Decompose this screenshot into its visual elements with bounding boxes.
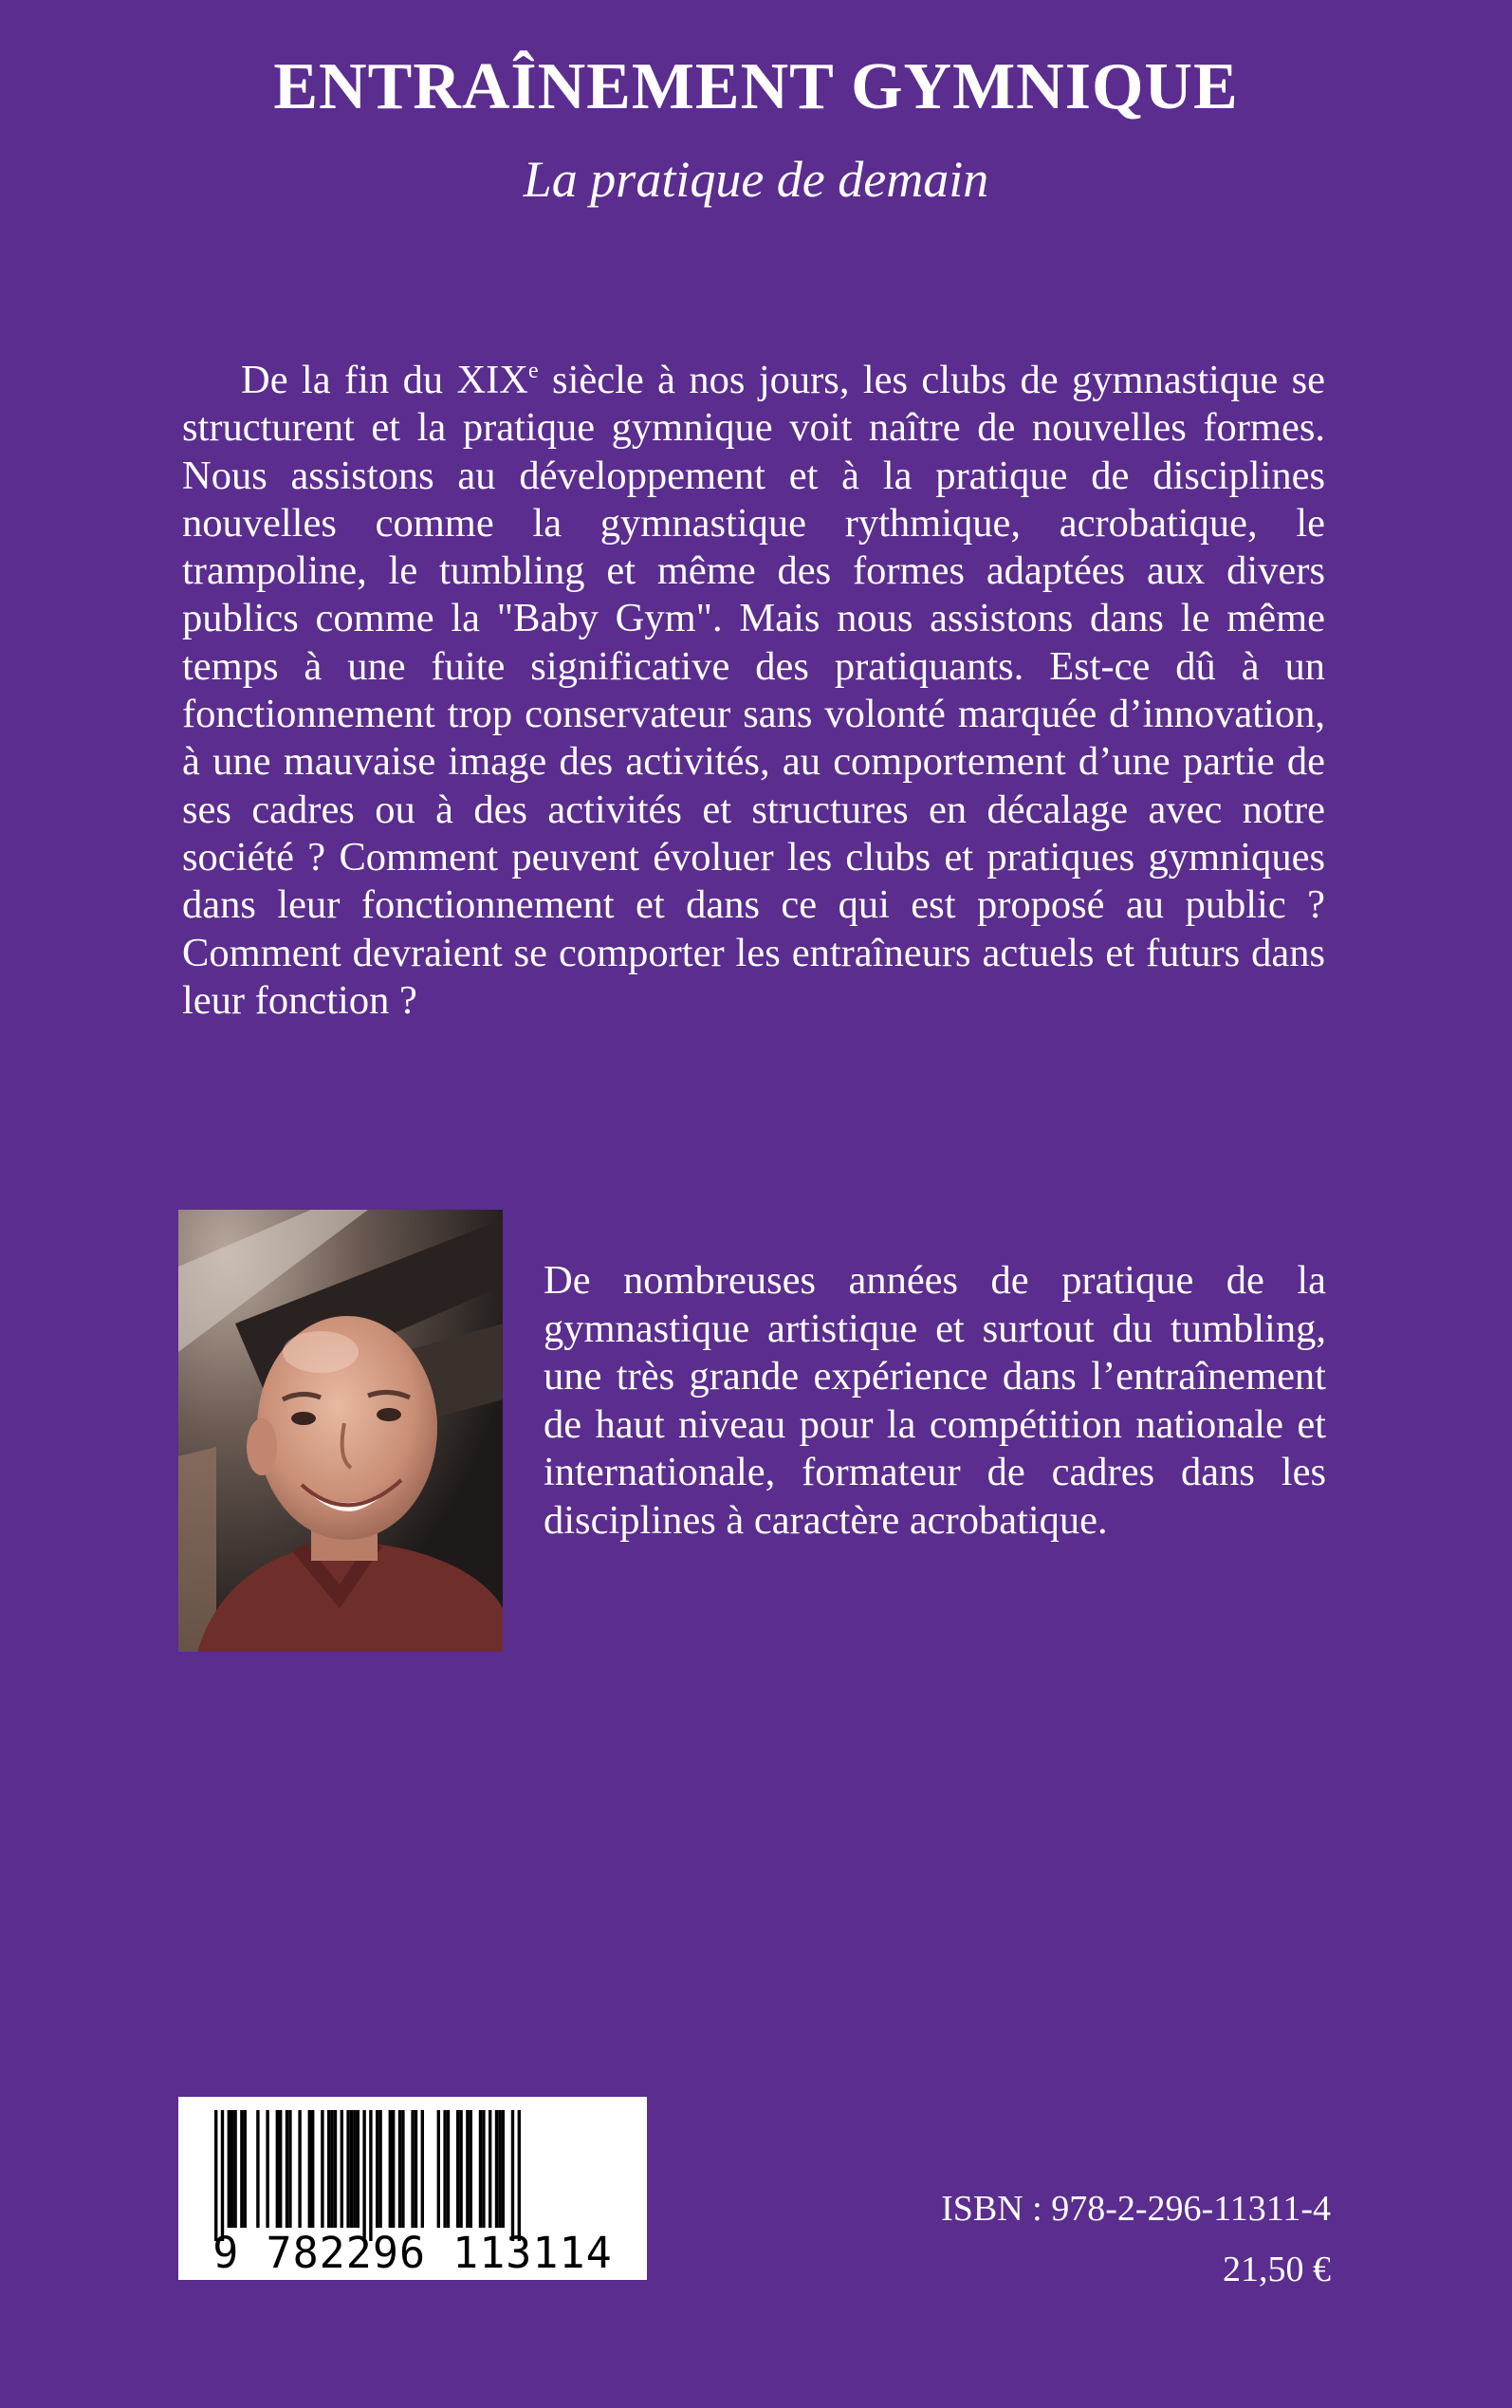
- barcode-bar: [456, 2110, 459, 2228]
- barcode-bar: [421, 2110, 424, 2228]
- barcode-bar: [511, 2110, 514, 2241]
- barcode-bar: [276, 2110, 279, 2228]
- barcode-bar: [233, 2110, 236, 2228]
- barcode-bar: [392, 2110, 395, 2228]
- barcode-bar: [411, 2110, 414, 2228]
- barcode-bar: [498, 2110, 501, 2228]
- barcode-bar: [369, 2110, 372, 2241]
- barcode-bar: [240, 2110, 243, 2228]
- barcode-bar: [459, 2110, 462, 2228]
- barcode-bar: [466, 2110, 469, 2228]
- barcode-number: 9 782296 113114: [212, 2228, 613, 2278]
- barcode-bar: [341, 2110, 343, 2228]
- barcode-bar: [489, 2110, 491, 2228]
- barcode-bar: [321, 2110, 323, 2228]
- barcode-bar: [228, 2110, 230, 2228]
- barcode-bar: [470, 2110, 472, 2228]
- barcode-bar: [357, 2110, 360, 2228]
- barcode-bar: [230, 2110, 233, 2228]
- barcode-bar: [334, 2110, 337, 2228]
- blurb-text-rest: siècle à nos jours, les clubs de gymnastique se structurent et la pratique gymnique voit naître de nouvelles formes. Nous assistons au développement et à la pratique de disciplines nouvelles comme la gymnastique rythmique, acrobatique, le trampoline, le tumbling et même des formes adaptées aux divers publics comme la "Baby Gym". Mais nous assistons dans le même temps à une fuite significative des pratiquants. Est-ce dû à un fonctionnement trop conservateur sans volonté marquée d’innovation, à une mauvaise image des activités, au comportement d’une partie de ses cadres ou à des activités et structures en décalage avec notre société ? Comment peuvent évoluer les clubs et pratiques gymniques dans leur fonctionnement et dans ce qui est proposé au public ? Comment devraient se comporter les entraîneurs actuels et futurs dans leur fonction ?: [182, 358, 1325, 1023]
- barcode-bar: [389, 2110, 392, 2228]
- price: 21,50 €: [1223, 2250, 1331, 2289]
- barcode-bar: [362, 2110, 365, 2241]
- barcode-bar: [311, 2110, 314, 2228]
- barcode-bar: [495, 2110, 498, 2228]
- barcode-bar: [288, 2110, 291, 2228]
- barcode-bar: [214, 2110, 217, 2241]
- blurb-text-start: De la fin du XIX: [241, 358, 528, 402]
- barcode-bar: [298, 2110, 301, 2228]
- back-cover-blurb: [182, 357, 1325, 1025]
- author-photo: [178, 1210, 503, 1652]
- barcode-bar: [327, 2110, 330, 2228]
- barcode-bar: [346, 2110, 349, 2228]
- barcode-bar: [518, 2110, 521, 2241]
- barcode-bar: [279, 2110, 282, 2228]
- book-subtitle: La pratique de demain: [523, 151, 989, 208]
- barcode-bar: [502, 2110, 505, 2228]
- barcode-bar: [353, 2110, 356, 2228]
- barcode-bar: [443, 2110, 446, 2228]
- barcode-bar: [376, 2110, 378, 2228]
- barcode-bar: [244, 2110, 247, 2228]
- barcode-bar: [256, 2110, 259, 2228]
- barcode: [178, 2097, 647, 2280]
- barcode-bar: [437, 2110, 440, 2228]
- barcode-bar: [447, 2110, 450, 2228]
- book-title: ENTRAÎNEMENT GYMNIQUE: [273, 50, 1239, 123]
- barcode-bar: [401, 2110, 404, 2228]
- barcode-bar: [308, 2110, 311, 2228]
- isbn: ISBN : 978-2-296-11311-4: [941, 2189, 1331, 2229]
- barcode-bar: [482, 2110, 485, 2228]
- barcode-bar: [286, 2110, 288, 2228]
- barcode-bar: [415, 2110, 417, 2228]
- barcode-bar: [330, 2110, 333, 2228]
- barcode-bar: [221, 2110, 224, 2241]
- barcode-bar: [378, 2110, 381, 2228]
- author-portrait-image: [178, 1210, 503, 1652]
- barcode-bar: [398, 2110, 401, 2228]
- blurb-superscript: e: [528, 359, 539, 383]
- author-bio: De nombreuses années de pratique de la gymnastique artistique et surtout du tumbling, une très grande expérience dans l’entraînement de haut niveau pour la compétition nationale et internationale, formateur de cadres dans les disciplines à caractère acrobatique.: [544, 1258, 1326, 1543]
- barcode-bar: [350, 2110, 353, 2228]
- barcode-bar: [266, 2110, 268, 2228]
- barcode-bar: [479, 2110, 482, 2228]
